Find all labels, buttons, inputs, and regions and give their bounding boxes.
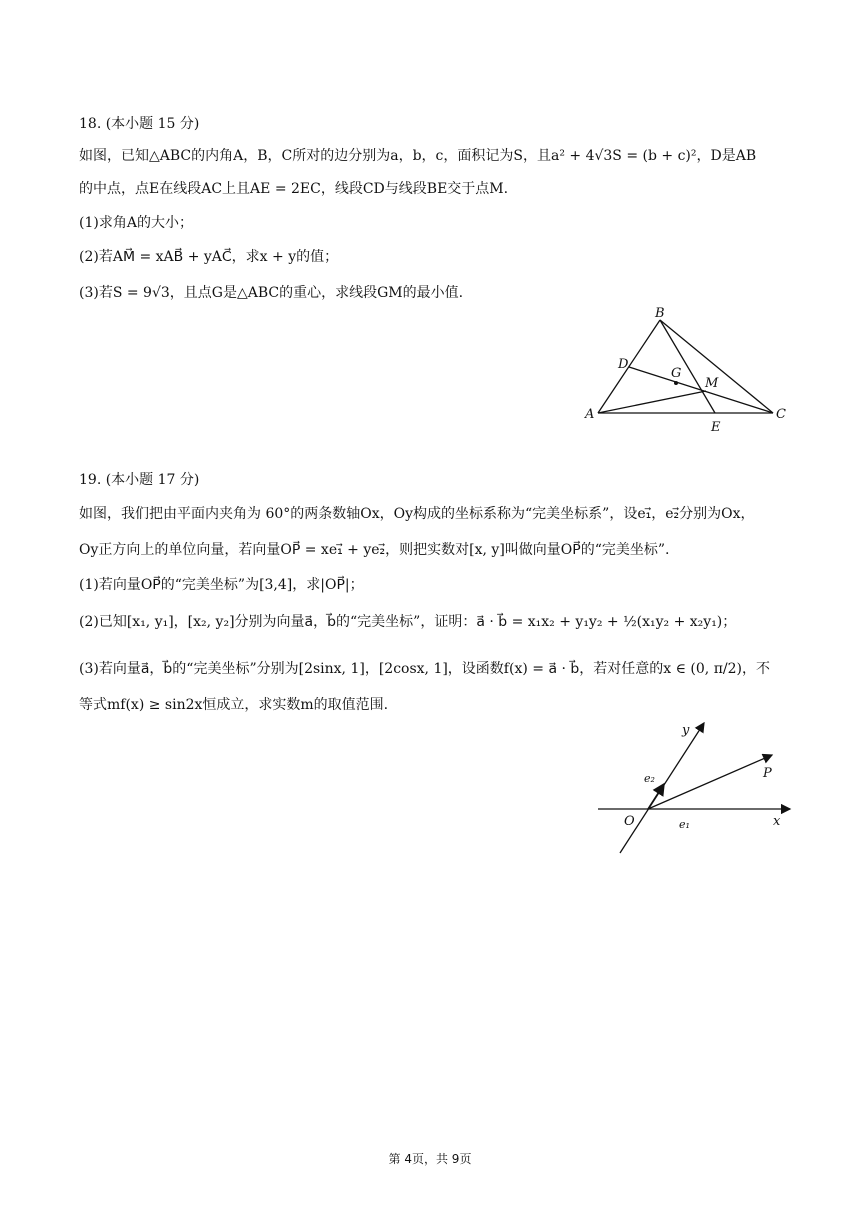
label-e: E [711, 420, 721, 435]
q18-part1: (1)求角A的大小； [79, 215, 193, 231]
label-g: G [671, 366, 682, 381]
label-y: y [682, 723, 690, 738]
label-m: M [705, 376, 719, 391]
q19-part2: (2)已知[x₁, y₁]，[x₂, y₂]分别为向量a⃗，b⃗的“完美坐标”，证明：a⃗ · b⃗ = x₁x₂ + y₁y₂ + ½(x₁y₂ + x₂y₁)； [79, 614, 737, 630]
label-d: D [618, 357, 629, 372]
q19-part3-line1: (3)若向量a⃗，b⃗的“完美坐标”分别为[2sinx, 1]，[2cosx, 1]，设函数f(x) = a⃗ · b⃗，若对任意的x ∈ (0, π/2)，不 [79, 661, 770, 677]
q18-stem-line1: 如图，已知△ABC的内角A，B，C所对的边分别为a，b，c，面积记为S，且a² + 4√3S = (b + c)²，D是AB [79, 148, 757, 164]
q19-stem-line2: Oy正方向上的单位向量，若向量OP⃗ = xe₁⃗ + ye₂⃗，则把实数对[x, y]叫做向量OP⃗的“完美坐标”. [79, 542, 670, 558]
q18-part2: (2)若AM⃗ = xAB⃗ + yAC⃗，求x + y的值； [79, 249, 339, 265]
q19-part1: (1)若向量OP⃗的“完美坐标”为[3,4]，求|OP⃗|； [79, 577, 364, 593]
label-c: C [776, 407, 786, 422]
q18-stem-line2: 的中点，点E在线段AC上且AE = 2EC，线段CD与线段BE交于点M. [79, 181, 509, 197]
q18-part3: (3)若S = 9√3，且点G是△ABC的重心，求线段GM的最小值. [79, 285, 464, 301]
q18-triangle-figure [580, 300, 795, 440]
page-footer: 第 4页，共 9页 [388, 1152, 472, 1166]
label-o: O [624, 814, 635, 829]
label-b: B [655, 306, 665, 321]
q19-part3-line2: 等式mf(x) ≥ sin2x恒成立，求实数m的取值范围. [79, 697, 389, 713]
q18-header: 18. (本小题 15 分) [79, 116, 200, 132]
q19-coordinate-figure [590, 715, 800, 860]
label-p: P [763, 766, 772, 781]
q19-header: 19. (本小题 17 分) [79, 472, 200, 488]
q19-stem-line1: 如图，我们把由平面内夹角为 60°的两条数轴Ox，Oy构成的坐标系称为“完美坐标系”，设e₁⃗，e₂⃗分别为Ox， [79, 506, 755, 522]
label-a: A [585, 407, 595, 422]
label-e1: e₁ [679, 818, 690, 831]
label-x: x [773, 814, 781, 829]
point-g-dot [674, 381, 678, 385]
label-e2: e₂ [644, 772, 655, 785]
